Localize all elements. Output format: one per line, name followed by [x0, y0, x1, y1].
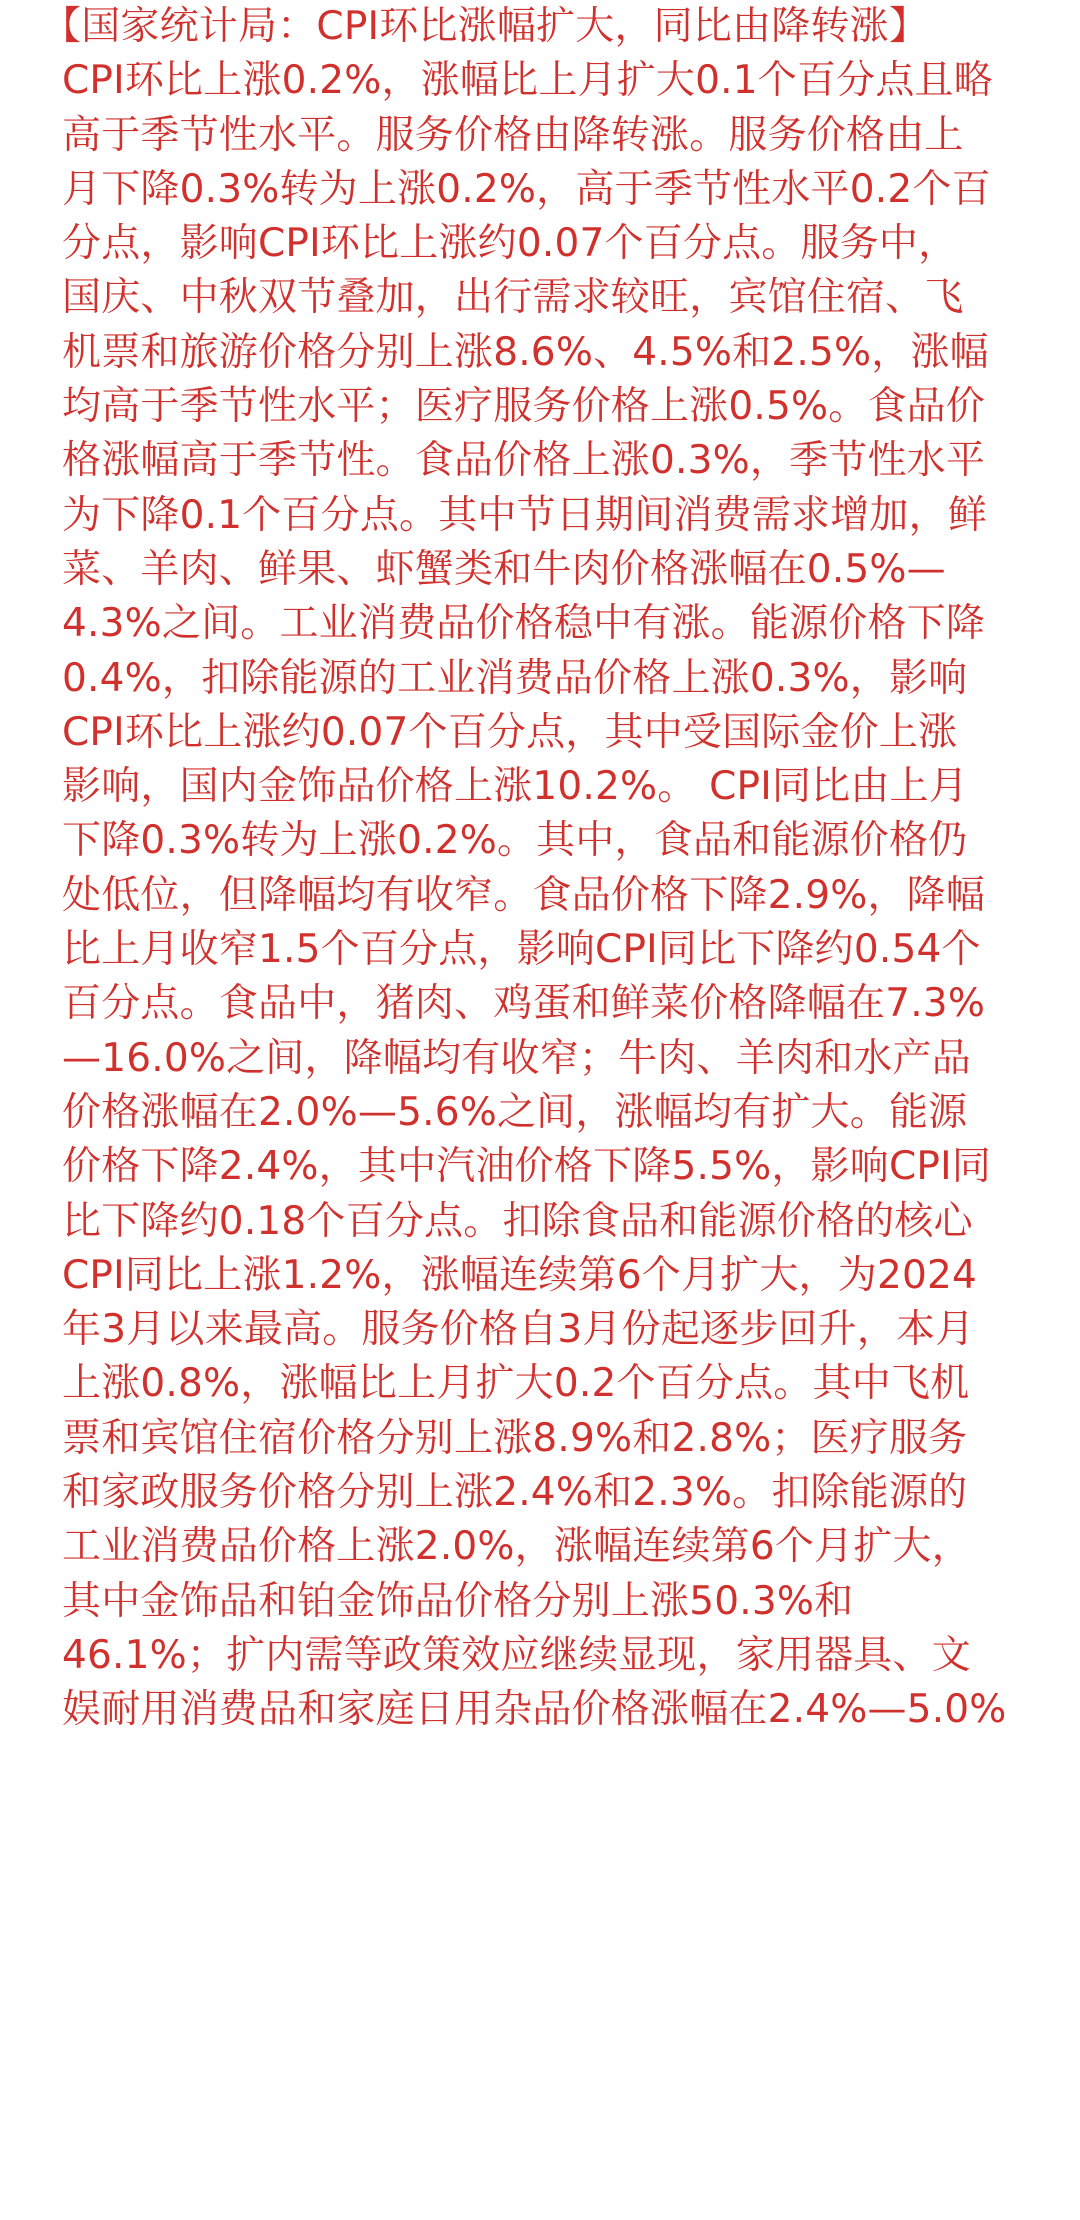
- article-line: 处低位，但降幅均有收窄。食品价格下降2.9%，降幅: [62, 872, 986, 918]
- article-body: [42, 0, 1062, 1738]
- article-line: CPI环比上涨0.2%，涨幅比上月扩大0.1个百分点且略: [62, 58, 993, 104]
- article-line: 比下降约0.18个百分点。扣除食品和能源价格的核心: [62, 1198, 973, 1244]
- article-line: 影响，国内金饰品价格上涨10.2%。 CPI同比由上月: [62, 764, 968, 810]
- article-line: 价格涨幅在2.0%—5.6%之间，涨幅均有扩大。能源: [62, 1089, 968, 1135]
- article-line: 国庆、中秋双节叠加，出行需求较旺，宾馆住宿、飞: [62, 275, 964, 321]
- article-line: 格涨幅高于季节性。食品价格上涨0.3%，季节性水平: [62, 438, 986, 484]
- article-line: 票和宾馆住宿价格分别上涨8.9%和2.8%；医疗服务: [62, 1415, 968, 1461]
- article-line: 其中金饰品和铂金饰品价格分别上涨50.3%和: [62, 1578, 854, 1624]
- article-line: 菜、羊肉、鲜果、虾蟹类和牛肉价格涨幅在0.5%—: [62, 546, 946, 592]
- article-title-line: 【国家统计局：CPI环比涨幅扩大，同比由降转涨】: [42, 4, 929, 49]
- article-line: 和家政服务价格分别上涨2.4%和2.3%。扣除能源的: [62, 1470, 968, 1516]
- article-line: 高于季节性水平。服务价格由降转涨。服务价格由上: [62, 112, 964, 158]
- article-line: 0.4%，扣除能源的工业消费品价格上涨0.3%，影响: [62, 655, 968, 701]
- article-line: CPI同比上涨1.2%，涨幅连续第6个月扩大，为2024: [62, 1252, 977, 1298]
- article-line: —16.0%之间，降幅均有收窄；牛肉、羊肉和水产品: [62, 1035, 971, 1081]
- article-line: 娱耐用消费品和家庭日用杂品价格涨幅在2.4%—5.0%: [62, 1687, 1007, 1733]
- article-line: CPI环比上涨约0.07个百分点，其中受国际金价上涨: [62, 709, 958, 755]
- article-line: 上涨0.8%，涨幅比上月扩大0.2个百分点。其中飞机: [62, 1361, 970, 1407]
- article-line: 4.3%之间。工业消费品价格稳中有涨。能源价格下降: [62, 601, 986, 647]
- article-line: 年3月以来最高。服务价格自3月份起逐步回升，本月: [62, 1307, 975, 1353]
- article-line: 分点，影响CPI环比上涨约0.07个百分点。服务中，: [62, 221, 958, 267]
- article-line: 46.1%；扩内需等政策效应继续显现，家用器具、文: [62, 1632, 971, 1678]
- article-line: 机票和旅游价格分别上涨8.6%、4.5%和2.5%，涨幅: [62, 329, 989, 375]
- article-line: 百分点。食品中，猪肉、鸡蛋和鲜菜价格降幅在7.3%: [62, 981, 986, 1027]
- article-line: 下降0.3%转为上涨0.2%。其中，食品和能源价格仍: [62, 818, 968, 864]
- article-line: 月下降0.3%转为上涨0.2%，高于季节性水平0.2个百: [62, 166, 991, 212]
- article-line: 比上月收窄1.5个百分点，影响CPI同比下降约0.54个: [62, 927, 981, 973]
- article-line: 工业消费品价格上涨2.0%，涨幅连续第6个月扩大，: [62, 1524, 971, 1570]
- article-line: 价格下降2.4%，其中汽油价格下降5.5%，影响CPI同: [62, 1144, 992, 1190]
- article-line: 均高于季节性水平；医疗服务价格上涨0.5%。食品价: [62, 384, 986, 430]
- article-line: 为下降0.1个百分点。其中节日期间消费需求增加，鲜: [62, 492, 988, 538]
